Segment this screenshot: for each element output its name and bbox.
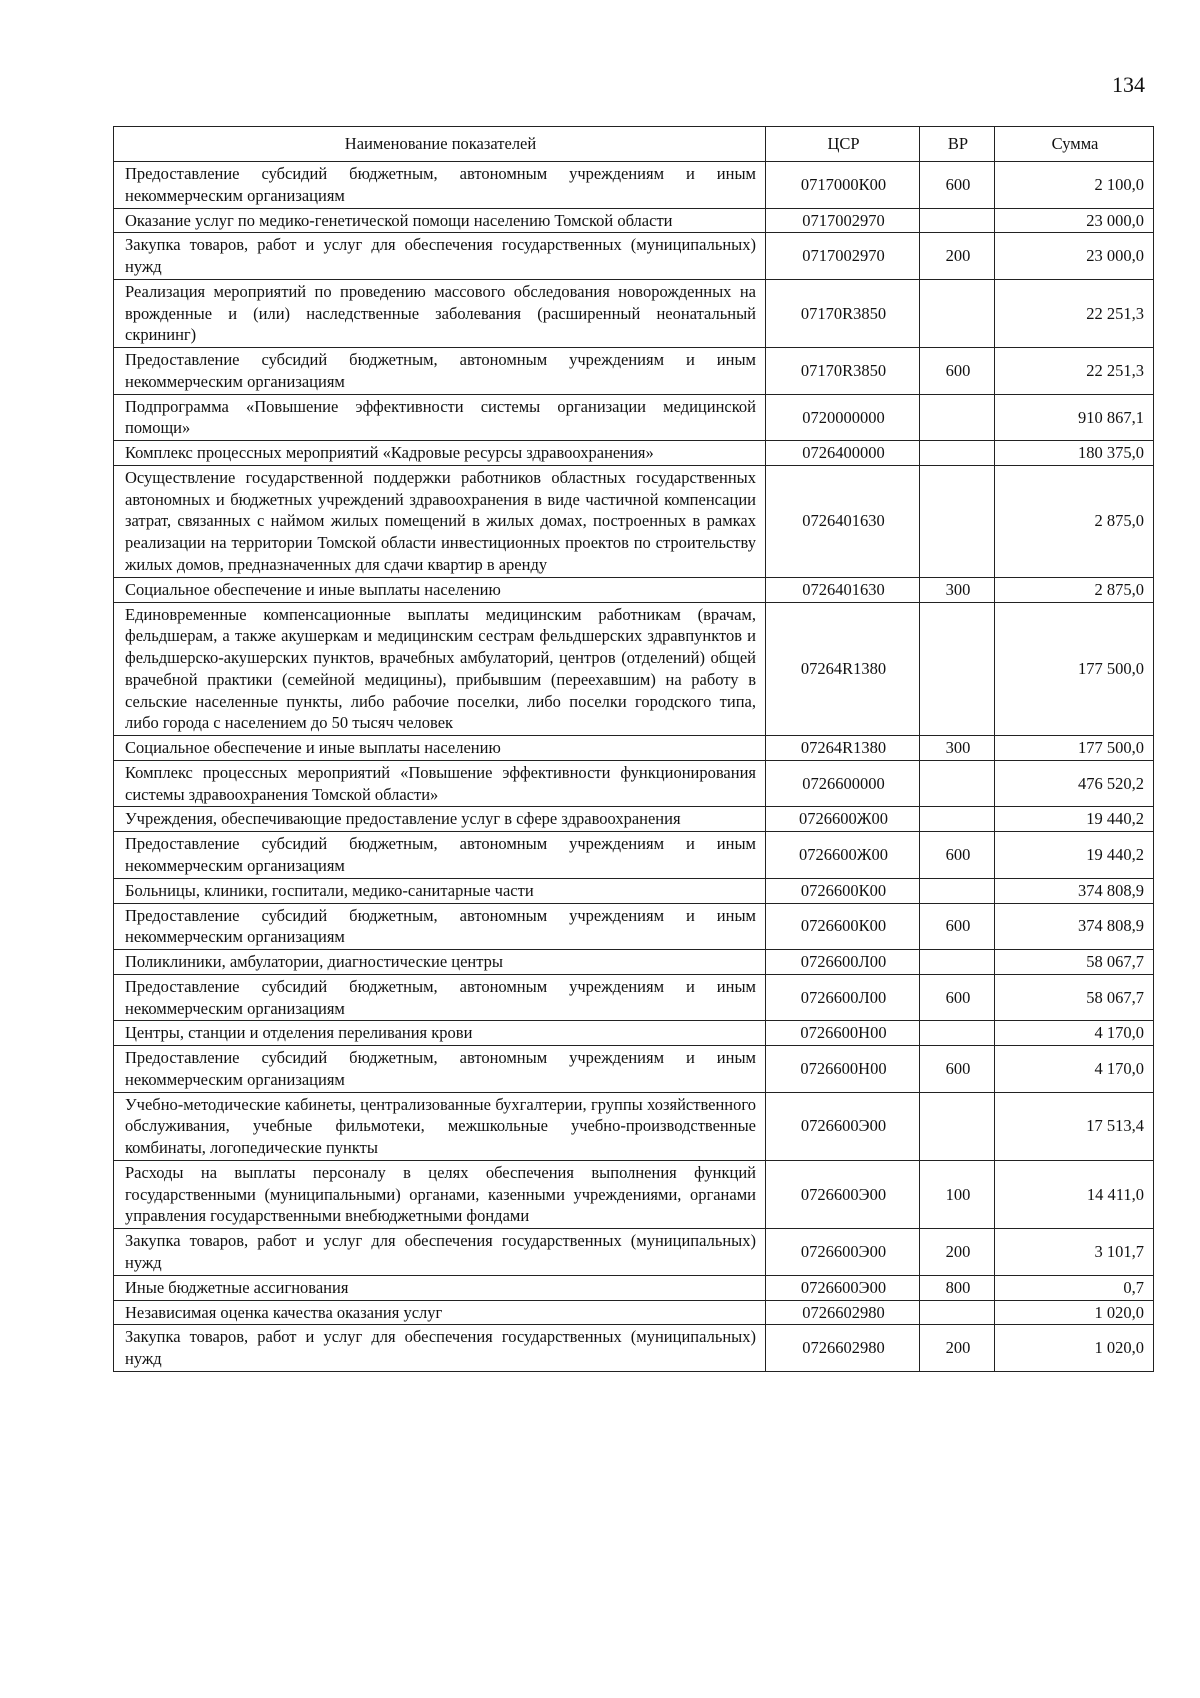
cell-sum: 1 020,0 [995,1325,1154,1372]
cell-vr: 200 [920,1229,995,1276]
table-row [114,441,1154,466]
header-code: ЦСР [766,127,920,162]
cell-code: 0726400000 [766,441,920,466]
cell-code: 0726600К00 [766,903,920,950]
table-row [114,348,1154,395]
table-row [114,1325,1154,1372]
table-row [114,162,1154,209]
cell-name: Осуществление государственной поддержки работников областных государственных автономных и бюджетных учреждений здравоохранения в виде частичной компенсации затрат, связанных с наймом жилых помещений в жилых домах, построенных в рамках реализации на территории Томской области инвестиционных проектов по строительству жилых домов, предназначенных для сдачи квартир в аренду [114,465,766,577]
cell-vr: 600 [920,974,995,1021]
cell-vr [920,279,995,347]
cell-name: Закупка товаров, работ и услуг для обеспечения государственных (муниципальных) нужд [114,1229,766,1276]
cell-vr: 600 [920,348,995,395]
cell-vr [920,441,995,466]
table-row [114,279,1154,347]
cell-code: 07170R3850 [766,279,920,347]
cell-sum: 3 101,7 [995,1229,1154,1276]
cell-vr [920,394,995,441]
cell-code: 0726600000 [766,760,920,807]
cell-sum: 910 867,1 [995,394,1154,441]
table-row [114,208,1154,233]
table-row [114,807,1154,832]
cell-code: 0726602980 [766,1325,920,1372]
table-body [114,162,1154,1372]
cell-name: Предоставление субсидий бюджетным, автономным учреждениям и иным некоммерческим организациям [114,832,766,879]
cell-sum: 23 000,0 [995,208,1154,233]
table-row [114,577,1154,602]
cell-code: 0726600Л00 [766,950,920,975]
cell-name: Иные бюджетные ассигнования [114,1275,766,1300]
cell-name: Единовременные компенсационные выплаты медицинским работникам (врачам, фельдшерам, а также акушеркам и медицинским сестрам фельдшерских здравпунктов и фельдшерско-акушерских пунктов, врачебных амбулаторий, центров (отделений) общей врачебной практики (семейной медицины), прибывшим (переехавшим) на работу в сельские населенные пункты, либо рабочие поселки, либо поселки городского типа, либо города с населением до 50 тысяч человек [114,602,766,736]
cell-code: 0726600Э00 [766,1160,920,1228]
cell-sum: 180 375,0 [995,441,1154,466]
cell-vr: 600 [920,903,995,950]
cell-vr [920,807,995,832]
cell-name: Комплекс процессных мероприятий «Кадровые ресурсы здравоохранения» [114,441,766,466]
cell-code: 0720000000 [766,394,920,441]
table-row [114,1275,1154,1300]
cell-vr [920,1092,995,1160]
cell-code: 0726401630 [766,465,920,577]
cell-vr [920,950,995,975]
cell-name: Комплекс процессных мероприятий «Повышение эффективности функционирования системы здравоохранения Томской области» [114,760,766,807]
header-sum: Сумма [995,127,1154,162]
cell-name: Расходы на выплаты персоналу в целях обеспечения выполнения функций государственными (муниципальными) органами, казенными учреждениями, органами управления государственными внебюджетными фондами [114,1160,766,1228]
table-row [114,736,1154,761]
table-row [114,903,1154,950]
table-row [114,878,1154,903]
cell-code: 0726600Э00 [766,1092,920,1160]
cell-sum: 19 440,2 [995,832,1154,879]
table-row [114,950,1154,975]
cell-code: 0717002970 [766,233,920,280]
cell-sum: 2 100,0 [995,162,1154,209]
cell-code: 0726600Л00 [766,974,920,1021]
cell-sum: 14 411,0 [995,1160,1154,1228]
cell-code: 0726600Э00 [766,1229,920,1276]
cell-sum: 476 520,2 [995,760,1154,807]
cell-sum: 23 000,0 [995,233,1154,280]
cell-vr [920,602,995,736]
table-row [114,1046,1154,1093]
cell-sum: 2 875,0 [995,577,1154,602]
cell-sum: 17 513,4 [995,1092,1154,1160]
cell-vr: 300 [920,736,995,761]
cell-code: 07264R1380 [766,736,920,761]
cell-code: 0726401630 [766,577,920,602]
cell-name: Реализация мероприятий по проведению массового обследования новорожденных на врожденные и (или) наследственные заболевания (расширенный неонатальный скрининг) [114,279,766,347]
cell-name: Предоставление субсидий бюджетным, автономным учреждениям и иным некоммерческим организациям [114,348,766,395]
cell-vr: 200 [920,1325,995,1372]
table-row [114,1160,1154,1228]
cell-code: 07170R3850 [766,348,920,395]
cell-code: 0726600Ж00 [766,807,920,832]
table-row [114,832,1154,879]
table-row [114,1092,1154,1160]
cell-sum: 177 500,0 [995,736,1154,761]
cell-vr [920,465,995,577]
cell-sum: 374 808,9 [995,878,1154,903]
cell-sum: 22 251,3 [995,348,1154,395]
cell-vr: 300 [920,577,995,602]
cell-sum: 374 808,9 [995,903,1154,950]
cell-name: Центры, станции и отделения переливания крови [114,1021,766,1046]
cell-sum: 0,7 [995,1275,1154,1300]
cell-vr: 600 [920,162,995,209]
page-number: 134 [1112,72,1145,97]
cell-name: Социальное обеспечение и иные выплаты населению [114,577,766,602]
cell-vr [920,208,995,233]
table-row [114,1300,1154,1325]
cell-sum: 2 875,0 [995,465,1154,577]
table-row [114,465,1154,577]
cell-vr: 200 [920,233,995,280]
cell-vr [920,1021,995,1046]
cell-code: 0726600Н00 [766,1021,920,1046]
cell-code: 07264R1380 [766,602,920,736]
table-row [114,394,1154,441]
cell-vr: 800 [920,1275,995,1300]
cell-code: 0717002970 [766,208,920,233]
cell-vr [920,878,995,903]
cell-code: 0726600Н00 [766,1046,920,1093]
cell-sum: 4 170,0 [995,1021,1154,1046]
cell-name: Социальное обеспечение и иные выплаты населению [114,736,766,761]
table-row [114,760,1154,807]
cell-name: Больницы, клиники, госпитали, медико-санитарные части [114,878,766,903]
cell-name: Независимая оценка качества оказания услуг [114,1300,766,1325]
cell-sum: 4 170,0 [995,1046,1154,1093]
cell-sum: 19 440,2 [995,807,1154,832]
cell-code: 0726600Ж00 [766,832,920,879]
table-row [114,1021,1154,1046]
cell-code: 0726602980 [766,1300,920,1325]
cell-name: Закупка товаров, работ и услуг для обеспечения государственных (муниципальных) нужд [114,233,766,280]
header-name: Наименование показателей [114,127,766,162]
cell-sum: 22 251,3 [995,279,1154,347]
cell-name: Предоставление субсидий бюджетным, автономным учреждениям и иным некоммерческим организациям [114,1046,766,1093]
table-row [114,974,1154,1021]
cell-name: Учреждения, обеспечивающие предоставление услуг в сфере здравоохранения [114,807,766,832]
cell-sum: 58 067,7 [995,974,1154,1021]
table-row [114,602,1154,736]
cell-sum: 1 020,0 [995,1300,1154,1325]
table-row [114,233,1154,280]
cell-vr: 600 [920,832,995,879]
cell-name: Учебно-методические кабинеты, централизованные бухгалтерии, группы хозяйственного обслуживания, учебные фильмотеки, межшкольные учебно-производственные комбинаты, логопедические пункты [114,1092,766,1160]
cell-vr: 600 [920,1046,995,1093]
cell-code: 0726600К00 [766,878,920,903]
cell-vr [920,760,995,807]
cell-name: Предоставление субсидий бюджетным, автономным учреждениям и иным некоммерческим организациям [114,974,766,1021]
cell-name: Оказание услуг по медико-генетической помощи населению Томской области [114,208,766,233]
cell-name: Поликлиники, амбулатории, диагностические центры [114,950,766,975]
cell-sum: 177 500,0 [995,602,1154,736]
cell-name: Подпрограмма «Повышение эффективности системы организации медицинской помощи» [114,394,766,441]
header-vr: ВР [920,127,995,162]
cell-code: 0726600Э00 [766,1275,920,1300]
cell-name: Предоставление субсидий бюджетным, автономным учреждениям и иным некоммерческим организациям [114,903,766,950]
table-header-row [114,127,1154,162]
cell-name: Закупка товаров, работ и услуг для обеспечения государственных (муниципальных) нужд [114,1325,766,1372]
budget-table [113,126,1154,1372]
cell-sum: 58 067,7 [995,950,1154,975]
table-row [114,1229,1154,1276]
cell-name: Предоставление субсидий бюджетным, автономным учреждениям и иным некоммерческим организациям [114,162,766,209]
cell-vr [920,1300,995,1325]
cell-vr: 100 [920,1160,995,1228]
cell-code: 0717000К00 [766,162,920,209]
